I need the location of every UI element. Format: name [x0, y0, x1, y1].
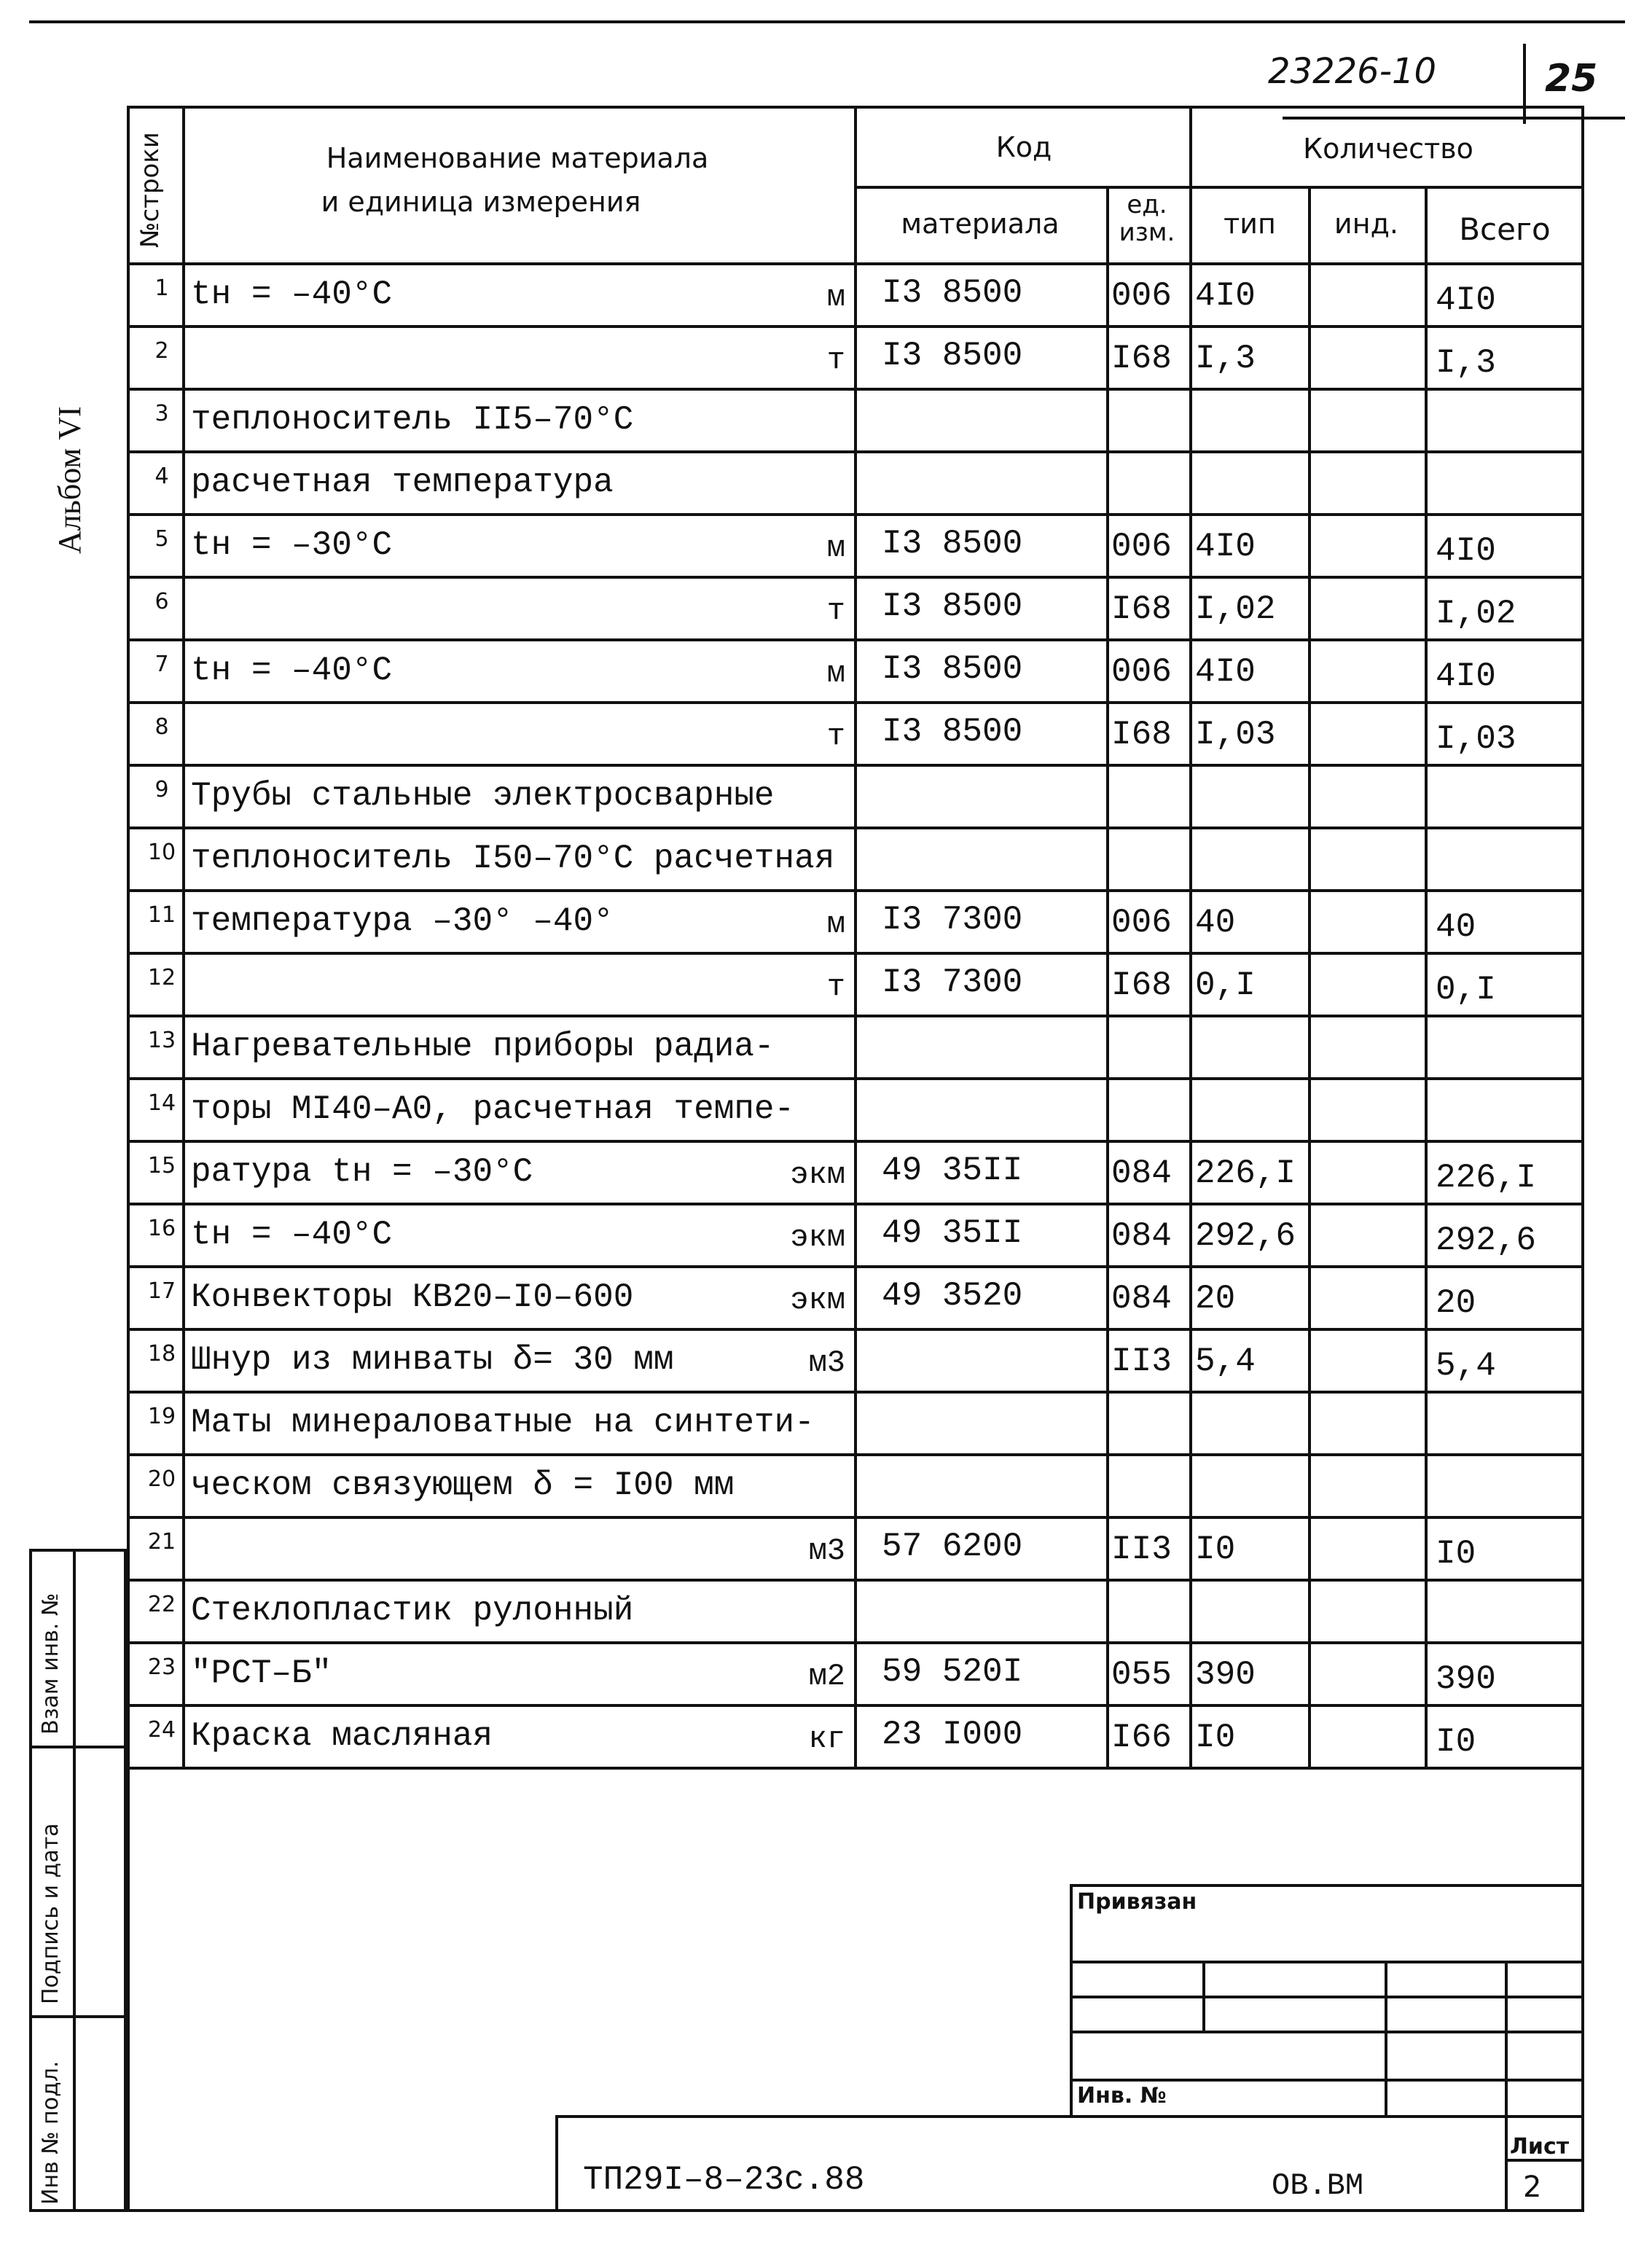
- row-line: [127, 1015, 1584, 1017]
- row-name: Стеклопластик рулонный: [191, 1592, 634, 1630]
- header-code-material: материала: [901, 208, 1060, 240]
- row-name: Трубы стальные электросварные: [191, 777, 775, 815]
- row-line: [127, 1767, 1584, 1770]
- row-tip: 40: [1195, 904, 1236, 942]
- row-number: 12: [147, 965, 176, 990]
- row-line: [127, 701, 1584, 704]
- header-code-unit: ед. изм.: [1119, 190, 1175, 247]
- row-unit: м2: [808, 1659, 845, 1694]
- header-name2: и единица измерения: [321, 186, 641, 218]
- row-line: [127, 826, 1584, 829]
- row-ed: I68: [1111, 590, 1172, 628]
- row-total: 292,6: [1436, 1222, 1537, 1259]
- row-number: 11: [147, 902, 176, 928]
- row-code: 49 3520: [882, 1277, 1023, 1315]
- row-line: [127, 450, 1584, 453]
- row-line: [127, 889, 1584, 892]
- row-code: I3 8500: [882, 650, 1023, 688]
- stamp-grid-v3: [1505, 1961, 1508, 2212]
- row-code: I3 8500: [882, 337, 1023, 375]
- row-name: tн = –40°C: [191, 1216, 393, 1254]
- row-line: [127, 1704, 1584, 1707]
- row-name: tн = –40°C: [191, 652, 393, 689]
- row-number: 5: [154, 526, 169, 552]
- stamp-section: ОВ.ВМ: [1272, 2168, 1364, 2203]
- row-ed: II3: [1111, 1343, 1172, 1380]
- row-code: I3 7300: [882, 964, 1023, 1001]
- row-total: 4I0: [1436, 281, 1496, 319]
- row-name: Конвекторы КВ20–I0–600: [191, 1278, 634, 1316]
- row-unit: экм: [790, 1220, 845, 1255]
- row-total: 20: [1436, 1284, 1476, 1322]
- row-number: 23: [147, 1654, 176, 1680]
- row-total: 5,4: [1436, 1347, 1496, 1385]
- row-tip: 390: [1195, 1656, 1256, 1694]
- header-code: Код: [995, 131, 1052, 163]
- row-ed: 055: [1111, 1656, 1172, 1694]
- row-name: Маты минераловатные на синтети-: [191, 1404, 815, 1442]
- row-line: [127, 388, 1584, 391]
- col-line-total: [1425, 186, 1428, 1767]
- row-number: 4: [154, 464, 169, 489]
- row-tip: 4I0: [1195, 653, 1256, 691]
- page-number: 25: [1545, 57, 1598, 101]
- row-tip: I0: [1195, 1531, 1236, 1568]
- stamp-grid-v1: [1202, 1961, 1205, 2031]
- row-name: Краска масляная: [191, 1717, 493, 1755]
- row-name: температура –30° –40°: [191, 902, 614, 940]
- row-tip: I0: [1195, 1719, 1236, 1756]
- row-tip: 226,I: [1195, 1154, 1296, 1192]
- row-code: I3 8500: [882, 713, 1023, 751]
- row-number: 19: [147, 1404, 176, 1429]
- row-code: 57 6200: [882, 1528, 1023, 1566]
- title-block-left: [555, 2115, 558, 2212]
- row-unit: м3: [808, 1533, 845, 1568]
- row-code: I3 8500: [882, 274, 1023, 312]
- row-total: 390: [1436, 1660, 1496, 1698]
- row-tip: 4I0: [1195, 277, 1256, 315]
- row-number: 22: [147, 1592, 176, 1617]
- row-line: [127, 325, 1584, 328]
- row-line: [127, 1391, 1584, 1394]
- row-line: [127, 952, 1584, 955]
- row-number: 9: [154, 777, 169, 802]
- row-total: I,02: [1436, 595, 1516, 633]
- header-name: Наименование материала: [326, 142, 709, 174]
- row-code: 59 520I: [882, 1653, 1023, 1691]
- row-number: 10: [147, 840, 176, 865]
- row-unit: м: [826, 656, 845, 691]
- row-tip: 0,I: [1195, 966, 1256, 1004]
- row-number: 14: [147, 1090, 176, 1116]
- top-border: [29, 20, 1625, 23]
- row-tip: 20: [1195, 1280, 1236, 1318]
- row-line: [127, 1453, 1584, 1456]
- header-quantity: Количество: [1303, 133, 1473, 165]
- row-name: tн = –30°C: [191, 526, 393, 564]
- row-number: 7: [154, 652, 169, 677]
- row-name: "РСТ–Б": [191, 1654, 332, 1692]
- row-tip: 4I0: [1195, 528, 1256, 566]
- row-tip: 292,6: [1195, 1217, 1296, 1255]
- row-name: Шнур из минваты δ= 30 мм: [191, 1341, 674, 1379]
- row-total: I0: [1436, 1535, 1476, 1573]
- row-line: [127, 1516, 1584, 1519]
- row-ed: I68: [1111, 716, 1172, 754]
- row-number: 17: [147, 1278, 176, 1304]
- row-code: I3 7300: [882, 901, 1023, 939]
- row-unit: экм: [790, 1157, 845, 1192]
- stamp-privyazan: Привязан: [1077, 1889, 1197, 1915]
- doc-number: 23226-10: [1268, 51, 1437, 92]
- row-ed: 084: [1111, 1280, 1172, 1318]
- header-qty-type: тип: [1224, 208, 1276, 240]
- row-ed: I68: [1111, 966, 1172, 1004]
- row-code: 49 35II: [882, 1214, 1023, 1252]
- album-label: Альбом VI: [52, 406, 87, 554]
- row-total: 226,I: [1436, 1159, 1537, 1197]
- row-tip: I,03: [1195, 716, 1276, 754]
- row-number: 18: [147, 1341, 176, 1367]
- row-name: торы МI40–А0, расчетная темпе-: [191, 1090, 795, 1128]
- row-number: 24: [147, 1717, 176, 1743]
- row-name: ческом связующем δ = I00 мм: [191, 1466, 735, 1504]
- title-block-top: [555, 2115, 1584, 2118]
- row-number: 16: [147, 1216, 176, 1241]
- row-number: 1: [154, 275, 169, 301]
- col-line-ind: [1308, 186, 1311, 1767]
- row-total: 0,I: [1436, 971, 1496, 1009]
- row-number: 3: [154, 401, 169, 426]
- row-line: [127, 576, 1584, 579]
- side-label-vzam: Взам инв. №: [38, 1592, 63, 1735]
- stamp-inv-no: Инв. №: [1077, 2083, 1167, 2109]
- row-number: 15: [147, 1153, 176, 1179]
- row-ed: 006: [1111, 653, 1172, 691]
- row-name: теплоноситель II5–70°C: [191, 401, 634, 439]
- row-line: [127, 1203, 1584, 1205]
- row-unit: кг: [808, 1721, 845, 1756]
- row-unit: т: [826, 719, 845, 754]
- row-name: расчетная температура: [191, 464, 614, 501]
- stamp-privyazan-left: [1070, 1884, 1073, 2117]
- row-unit: м3: [808, 1345, 845, 1380]
- row-line: [127, 764, 1584, 767]
- row-line: [127, 1140, 1584, 1143]
- row-line: [127, 1265, 1584, 1268]
- stamp-designation: ТП29I–8–23с.88: [583, 2161, 865, 2199]
- row-ed: I66: [1111, 1719, 1172, 1756]
- header-row-no: №строки: [136, 132, 165, 248]
- row-unit: м: [826, 907, 845, 942]
- row-ed: I68: [1111, 340, 1172, 378]
- row-ed: 006: [1111, 277, 1172, 315]
- row-total: I,3: [1436, 344, 1496, 382]
- side-label-podpis: Подпись и дата: [38, 1823, 63, 2004]
- row-ed: 084: [1111, 1154, 1172, 1192]
- row-ed: 006: [1111, 904, 1172, 942]
- row-code: I3 8500: [882, 525, 1023, 563]
- row-number: 6: [154, 589, 169, 614]
- row-tip: I,02: [1195, 590, 1276, 628]
- row-total: I0: [1436, 1723, 1476, 1761]
- col-line-ed: [1106, 186, 1109, 1767]
- row-number: 13: [147, 1028, 176, 1053]
- row-number: 2: [154, 338, 169, 364]
- row-line: [127, 1579, 1584, 1582]
- row-ed: II3: [1111, 1531, 1172, 1568]
- row-unit: т: [826, 343, 845, 378]
- stamp-grid-v2: [1385, 1961, 1387, 2117]
- row-total: 40: [1436, 908, 1476, 946]
- row-tip: 5,4: [1195, 1343, 1256, 1380]
- row-unit: т: [826, 969, 845, 1004]
- side-label-inv-podl: Инв № подл.: [38, 2060, 63, 2205]
- row-line: [127, 513, 1584, 516]
- row-line: [127, 1641, 1584, 1644]
- row-line: [127, 1328, 1584, 1331]
- row-name: ратура tн = –30°C: [191, 1153, 533, 1191]
- row-unit: экм: [790, 1283, 845, 1318]
- row-unit: м: [826, 531, 845, 566]
- row-unit: т: [826, 593, 845, 628]
- header-qty-ind: инд.: [1334, 208, 1398, 240]
- row-code: 23 I000: [882, 1716, 1023, 1754]
- row-number: 20: [147, 1466, 176, 1492]
- side-stamp-divider: [73, 1549, 76, 2212]
- row-number: 8: [154, 714, 169, 740]
- row-line: [127, 638, 1584, 641]
- side-stamp-line1: [29, 1746, 127, 1748]
- stamp-list-number: 2: [1523, 2170, 1542, 2204]
- row-number: 21: [147, 1529, 176, 1555]
- row-unit: м: [826, 280, 845, 315]
- header-sub-line: [854, 186, 1584, 189]
- row-tip: I,3: [1195, 340, 1256, 378]
- row-name: теплоноситель I50–70°C расчетная: [191, 840, 835, 878]
- row-total: 4I0: [1436, 657, 1496, 695]
- row-line: [127, 1077, 1584, 1080]
- row-total: I,03: [1436, 720, 1516, 758]
- row-name: tн = –40°C: [191, 275, 393, 313]
- side-stamp-line2: [29, 2015, 127, 2018]
- row-total: 4I0: [1436, 532, 1496, 570]
- stamp-line-privyazan-top: [1070, 1884, 1584, 1887]
- row-ed: 084: [1111, 1217, 1172, 1255]
- header-qty-total: Всего: [1459, 211, 1551, 247]
- row-name: Нагревательные приборы радиа-: [191, 1028, 775, 1066]
- stamp-list-label: Лист: [1510, 2134, 1570, 2160]
- row-ed: 006: [1111, 528, 1172, 566]
- row-code: 49 35II: [882, 1152, 1023, 1189]
- row-code: I3 8500: [882, 587, 1023, 625]
